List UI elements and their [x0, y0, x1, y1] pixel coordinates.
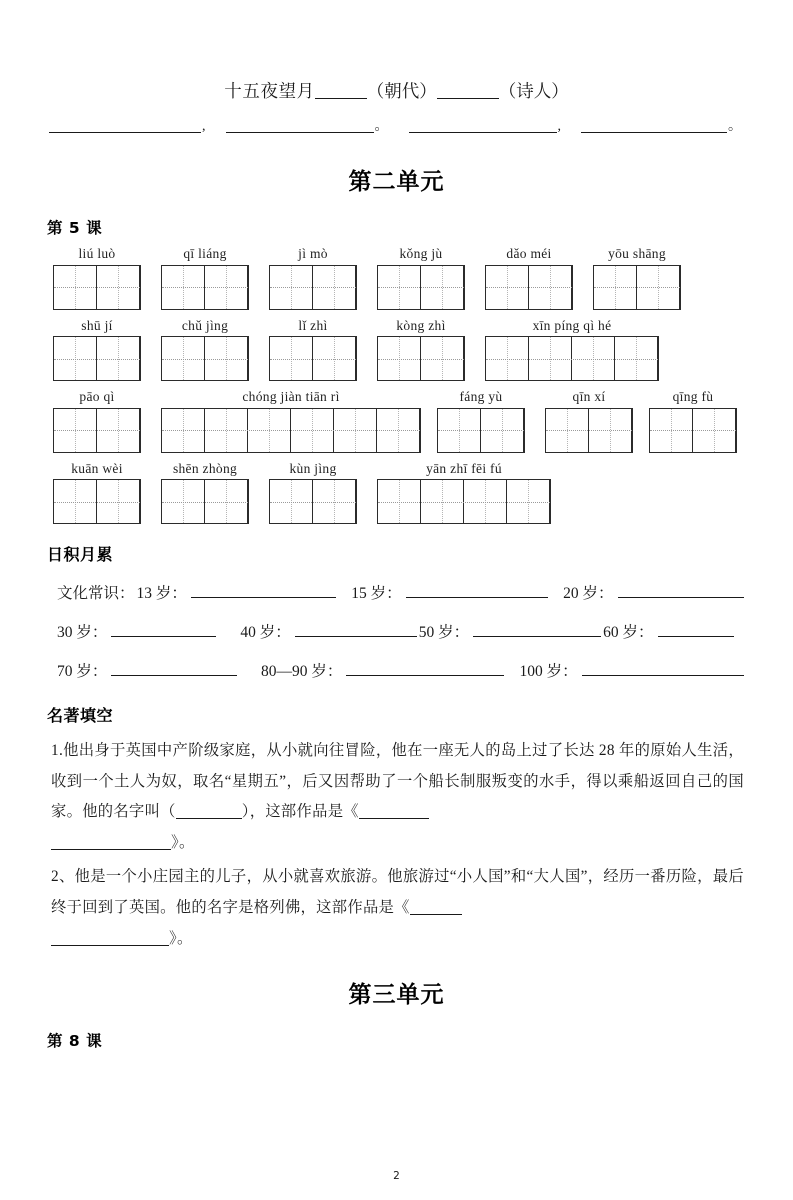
age-blank-80-90[interactable]: [346, 675, 503, 676]
poem-line-punct-4: 。: [728, 119, 742, 134]
mingzhu-item-2-work-blank-b[interactable]: [51, 945, 169, 946]
character-grid[interactable]: [377, 479, 551, 524]
grid-midline: [546, 430, 632, 431]
character-grid[interactable]: [377, 265, 465, 310]
pinyin-word-group: [53, 246, 141, 310]
poem-dynasty-blank[interactable]: [315, 98, 367, 99]
mingzhu-item-2-text-b: 》。: [169, 929, 193, 947]
grid-midline: [378, 359, 464, 360]
pinyin-label: chóng jiàn tiān rì: [242, 389, 340, 405]
character-grid[interactable]: [53, 265, 141, 310]
pinyin-grid-row: [47, 246, 746, 310]
pinyin-grid-container: [47, 246, 746, 524]
poem-line-blank-1[interactable]: [49, 131, 201, 133]
pinyin-word-group: [161, 389, 421, 453]
grid-midline: [162, 359, 248, 360]
age-blank-30[interactable]: [111, 636, 216, 637]
pinyin-word-group: [53, 389, 141, 453]
pinyin-label: xīn píng qì hé: [532, 317, 612, 333]
pinyin-word-group: [161, 246, 249, 310]
pinyin-word-group: [269, 461, 357, 525]
mingzhu-section-heading: 名著填空: [47, 706, 114, 726]
pinyin-grid-row: [47, 318, 746, 382]
pinyin-word-group: [269, 318, 357, 382]
unit-two-heading: 第二单元: [348, 169, 445, 195]
age-blank-70[interactable]: [111, 675, 237, 676]
poem-line-segment-2: [226, 119, 391, 133]
grid-midline: [594, 287, 680, 288]
character-grid[interactable]: [593, 265, 681, 310]
mingzhu-item-1-work-blank-a[interactable]: [359, 818, 429, 819]
pinyin-word-group: [377, 246, 465, 310]
age-label-13: 13 岁：: [136, 585, 187, 603]
age-blank-13[interactable]: [191, 597, 336, 598]
character-grid[interactable]: [161, 408, 421, 453]
character-grid[interactable]: [269, 336, 357, 381]
pinyin-word-group: [545, 389, 633, 453]
poem-line-blank-2[interactable]: [226, 131, 374, 133]
mingzhu-item-2-text-a: 2、他是一个小庄园主的儿子，从小就喜欢旅游。他旅游过“小人国”和“大人国”，经历一番历险，最后终于回到了英国。他的名字是格列佛，这部作品是《: [51, 868, 744, 917]
character-grid[interactable]: [53, 408, 141, 453]
mingzhu-item-2: [47, 862, 746, 954]
pinyin-word-group: [269, 246, 357, 310]
age-blank-50[interactable]: [473, 636, 601, 637]
pinyin-word-group: [53, 318, 141, 382]
unit-three-heading: 第三单元: [348, 982, 445, 1009]
grid-midline: [270, 359, 356, 360]
poem-line-punct-3: ,: [557, 119, 561, 134]
character-grid[interactable]: [161, 479, 249, 524]
poem-answer-lines: [47, 119, 746, 133]
grid-midline: [650, 430, 736, 431]
age-fill-block: [47, 581, 746, 681]
pinyin-label: pāo qì: [79, 389, 115, 405]
age-label-30: 30 岁：: [57, 624, 108, 642]
character-grid[interactable]: [649, 408, 737, 453]
age-label-40: 40 岁：: [240, 624, 291, 642]
culture-knowledge-label: 文化常识：: [57, 585, 135, 603]
poem-line-punct-1: ,: [202, 119, 206, 134]
pinyin-label: kǒng jù: [399, 246, 443, 261]
mingzhu-item-1-work-blank-b[interactable]: [51, 849, 171, 850]
poem-title-row: [47, 78, 746, 103]
pinyin-label: liú luò: [78, 246, 116, 261]
pinyin-word-group: [161, 318, 249, 382]
pinyin-word-group: [485, 318, 659, 382]
lesson-5-heading: 第 5 课: [47, 219, 103, 237]
pinyin-word-group: [437, 389, 525, 453]
pinyin-word-group: [53, 461, 141, 525]
character-grid[interactable]: [53, 479, 141, 524]
grid-midline: [162, 502, 248, 503]
grid-midline: [54, 430, 140, 431]
grid-midline: [162, 287, 248, 288]
character-grid[interactable]: [161, 265, 249, 310]
character-grid[interactable]: [269, 479, 357, 524]
poem-poet-label: （诗人）: [498, 81, 569, 101]
pinyin-label: qīng fù: [672, 389, 714, 405]
lesson-8-heading: 第 8 课: [47, 1032, 103, 1051]
page-number: 2: [393, 1170, 400, 1182]
age-blank-100[interactable]: [582, 675, 744, 676]
mingzhu-item-1-name-blank[interactable]: [176, 818, 242, 819]
pinyin-word-group: [377, 461, 551, 525]
mingzhu-item-1-text-b: ），这部作品是《: [241, 803, 359, 821]
age-row-1: [57, 581, 746, 603]
pinyin-word-group: [649, 389, 737, 453]
age-blank-15[interactable]: [406, 597, 548, 598]
pinyin-word-group: [377, 318, 465, 382]
age-blank-40[interactable]: [295, 636, 417, 637]
pinyin-word-group: [485, 246, 573, 310]
grid-midline: [270, 502, 356, 503]
riji-section-heading: 日积月累: [47, 545, 114, 565]
grid-midline: [270, 287, 356, 288]
age-label-60: 60 岁：: [603, 624, 654, 642]
poem-line-segment-4: [581, 119, 744, 133]
poem-poet-blank[interactable]: [437, 98, 499, 99]
pinyin-label: kuān wèi: [71, 460, 123, 476]
pinyin-word-group: [161, 461, 249, 525]
age-label-80-90: 80—90 岁：: [260, 663, 343, 681]
poem-line-blank-4[interactable]: [581, 131, 727, 133]
poem-dynasty-label: （朝代）: [366, 81, 437, 101]
mingzhu-item-2-work-blank-a[interactable]: [410, 914, 462, 915]
grid-midline: [438, 430, 524, 431]
age-label-15: 15 岁：: [351, 585, 402, 603]
age-label-70: 70 岁：: [57, 663, 108, 681]
pinyin-label: kùn jìng: [289, 460, 337, 476]
pinyin-label: dǎo méi: [506, 246, 552, 261]
pinyin-label: lǐ zhì: [298, 317, 328, 333]
grid-midline: [486, 359, 658, 360]
worksheet-page: [0, 78, 793, 1200]
pinyin-label: shū jí: [81, 317, 113, 333]
character-grid[interactable]: [437, 408, 525, 453]
age-label-50: 50 岁：: [418, 624, 470, 642]
mingzhu-item-1-text-a: 1.他出身于英国中产阶级家庭，从小就向往冒险，他在一座无人的岛上过了长达 28 年的原始人生活，收到一个土人为奴，取名“星期五”，后又因帮助了一个船长制服叛变的水手，得以乘船返回自己的国家。他的名字叫（: [51, 742, 744, 821]
mingzhu-item-1: [47, 736, 746, 858]
poem-line-segment-3: [409, 119, 564, 133]
pinyin-word-group: [593, 246, 681, 310]
pinyin-label: yān zhī fēi fú: [426, 460, 502, 476]
poem-line-segment-1: [49, 119, 208, 133]
age-label-100: 100 岁：: [519, 663, 578, 681]
character-grid[interactable]: [377, 336, 465, 381]
pinyin-label: qī liáng: [183, 246, 227, 261]
character-grid[interactable]: [485, 265, 573, 310]
character-grid[interactable]: [161, 336, 249, 381]
grid-midline: [54, 359, 140, 360]
grid-midline: [378, 502, 550, 503]
age-row-2: [57, 620, 746, 642]
pinyin-grid-row: [47, 389, 746, 453]
pinyin-label: qīn xí: [572, 389, 606, 405]
pinyin-label: jì mò: [298, 246, 328, 261]
poem-title: 十五夜望月: [224, 81, 315, 101]
poem-line-punct-2: 。: [374, 119, 389, 134]
age-blank-20[interactable]: [618, 597, 744, 598]
grid-midline: [486, 287, 572, 288]
character-grid[interactable]: [269, 265, 357, 310]
age-row-3: [57, 659, 746, 681]
pinyin-label: shēn zhòng: [172, 460, 238, 476]
grid-midline: [54, 287, 140, 288]
age-label-20: 20 岁：: [563, 585, 614, 603]
pinyin-label: kòng zhì: [396, 317, 446, 333]
pinyin-grid-row: [47, 461, 746, 525]
pinyin-label: yōu shāng: [608, 246, 666, 261]
poem-line-blank-3[interactable]: [409, 131, 557, 133]
pinyin-label: chǔ jìng: [181, 317, 229, 333]
character-grid[interactable]: [53, 336, 141, 381]
age-blank-60[interactable]: [658, 636, 734, 637]
grid-midline: [162, 430, 420, 431]
pinyin-label: fáng yù: [459, 389, 503, 405]
grid-midline: [54, 502, 140, 503]
character-grid[interactable]: [545, 408, 633, 453]
mingzhu-item-1-text-c: 》。: [171, 833, 195, 851]
character-grid[interactable]: [485, 336, 659, 381]
grid-midline: [378, 287, 464, 288]
